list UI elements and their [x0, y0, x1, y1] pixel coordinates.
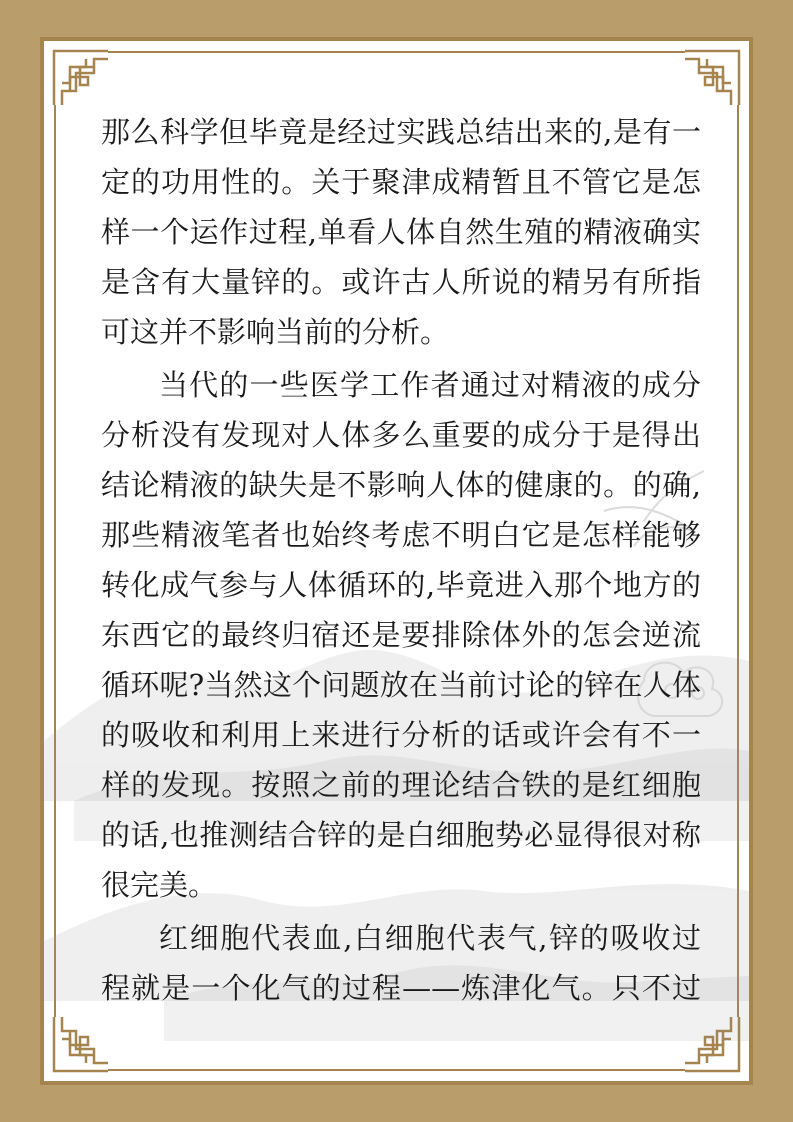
text-line: 样的发现。按照之前的理论结合铁的是红细胞	[101, 768, 701, 802]
text-line: 可这并不影响当前的分析。	[101, 315, 450, 349]
text-line: 循环呢?当然这个问题放在当前讨论的锌在人体	[101, 668, 701, 702]
text-line: 红细胞代表血,白细胞代表气,锌的吸收过	[159, 921, 701, 955]
text-line: 很完美。	[101, 868, 218, 902]
text-line: 程就是一个化气的过程——炼津化气。只不过	[101, 971, 701, 1005]
corner-fret-bottom-left-icon	[50, 1017, 108, 1075]
text-line: 分析没有发现对人体多么重要的成分于是得出	[101, 418, 701, 452]
text-line: 是含有大量锌的。或许古人所说的精另有所指	[101, 265, 701, 299]
page-paper	[40, 37, 753, 1085]
body-text	[101, 107, 701, 1013]
corner-fret-bottom-right-icon	[685, 1017, 743, 1075]
text-line: 转化成气参与人体循环的,毕竟进入那个地方的	[101, 568, 701, 602]
text-line: 那么科学但毕竟是经过实践总结出来的,是有一	[101, 115, 701, 149]
text-line: 当代的一些医学工作者通过对精液的成分	[159, 368, 701, 402]
text-line: 的话,也推测结合锌的是白细胞势必显得很对称	[101, 818, 701, 852]
text-line: 那些精液笔者也始终考虑不明白它是怎样能够	[101, 518, 701, 552]
text-line: 样一个运作过程,单看人体自然生殖的精液确实	[101, 215, 701, 249]
paragraph	[101, 107, 701, 357]
text-line: 结论精液的缺失是不影响人体的健康的。的确,	[101, 468, 701, 502]
paragraph	[101, 360, 701, 910]
corner-fret-top-right-icon	[685, 47, 743, 105]
text-line: 东西它的最终归宿还是要排除体外的怎会逆流	[101, 618, 701, 652]
text-line: 定的功用性的。关于聚津成精暂且不管它是怎	[101, 165, 701, 199]
corner-fret-top-left-icon	[50, 47, 108, 105]
paragraph	[101, 913, 701, 1013]
text-line: 的吸收和利用上来进行分析的话或许会有不一	[101, 718, 701, 752]
